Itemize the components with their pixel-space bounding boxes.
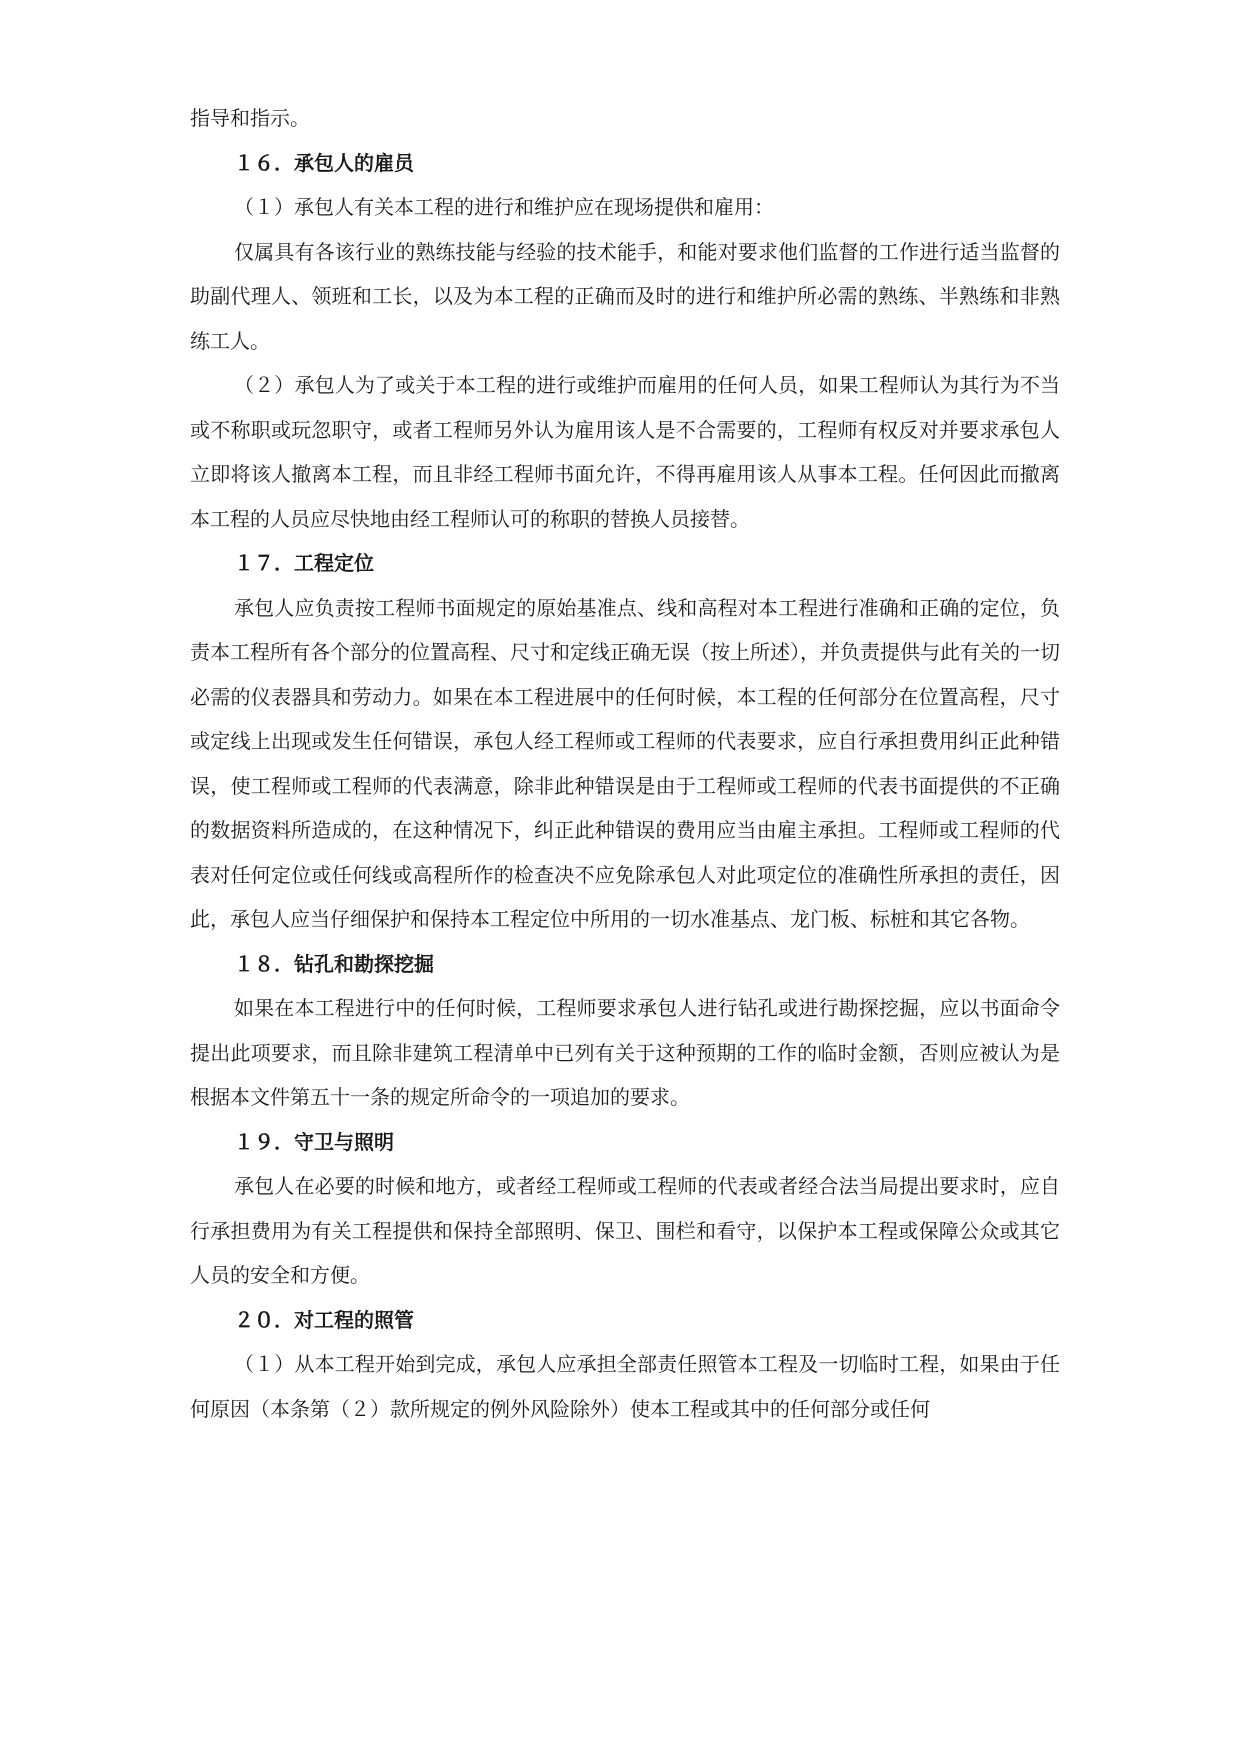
paragraph: （１）从本工程开始到完成，承包人应承担全部责任照管本工程及一切临时工程，如果由于任何原因（本条第（２）款所规定的例外风险除外）使本工程或其中的任何部分或任何 <box>190 1352 1060 1421</box>
paragraph: （１）承包人有关本工程的进行和维护应在现场提供和雇用： <box>234 195 774 219</box>
paragraph: 仅属具有各该行业的熟练技能与经验的技术能手，和能对要求他们监督的工作进行适当监督的助副代理人、领班和工长，以及为本工程的正确而及时的进行和维护所必需的熟练、半熟练和非熟练工人。 <box>190 239 1060 353</box>
paragraph: 承包人在必要的时候和地方，或者经工程师或工程师的代表或者经合法当局提出要求时，应自行承担费用为有关工程提供和保持全部照明、保卫、围栏和看守，以保护本工程或保障公众或其它人员的安全和方便。 <box>190 1174 1060 1287</box>
document-page <box>190 96 1060 1431</box>
paragraph: 如果在本工程进行中的任何时候，工程师要求承包人进行钻孔或进行勘探挖掘，应以书面命令提出此项要求，而且除非建筑工程清单中已列有关于这种预期的工作的临时金额，否则应被认为是根据本文件第五十一条的规定所命令的一项追加的要求。 <box>190 996 1060 1109</box>
section-heading-20: ２０．对工程的照管 <box>234 1307 414 1332</box>
section-heading-16: １６．承包人的雇员 <box>234 150 414 175</box>
paragraph: 承包人应负责按工程师书面规定的原始基准点、线和高程对本工程进行准确和正确的定位，负责本工程所有各个部分的位置高程、尺寸和定线正确无误（按上所述），并负责提供与此有关的一切必需的仪表器具和劳动力。如果在本工程进展中的任何时候，本工程的任何部分在位置高程，尺寸或定线上出现或发生任何错误，承包人经工程师或工程师的代表要求，应自行承担费用纠正此种错误，使工程师或工程师的代表满意，除非此种错误是由于工程师或工程师的代表书面提供的不正确的数据资料所造成的，在这种情况下，纠正此种错误的费用应当由雇主承担。工程师或工程师的代表对任何定位或任何线或高程所作的检查决不应免除承包人对此项定位的准确性所承担的责任，因此，承包人应当仔细保护和保持本工程定位中所用的一切水准基点、龙门板、标桩和其它各物。 <box>190 595 1060 931</box>
section-heading-18: １８．钻孔和勘探挖掘 <box>234 951 434 976</box>
section-heading-19: １９．守卫与照明 <box>234 1129 394 1154</box>
section-heading-17: １７．工程定位 <box>234 551 374 575</box>
paragraph: 指导和指示。 <box>190 106 310 130</box>
paragraph: （２）承包人为了或关于本工程的进行或维护而雇用的任何人员，如果工程师认为其行为不当或不称职或玩忽职守，或者工程师另外认为雇用该人是不合需要的，工程师有权反对并要求承包人立即将该人撤离本工程，而且非经工程师书面允许，不得再雇用该人从事本工程。任何因此而撤离本工程的人员应尽快地由经工程师认可的称职的替换人员接替。 <box>190 373 1060 531</box>
